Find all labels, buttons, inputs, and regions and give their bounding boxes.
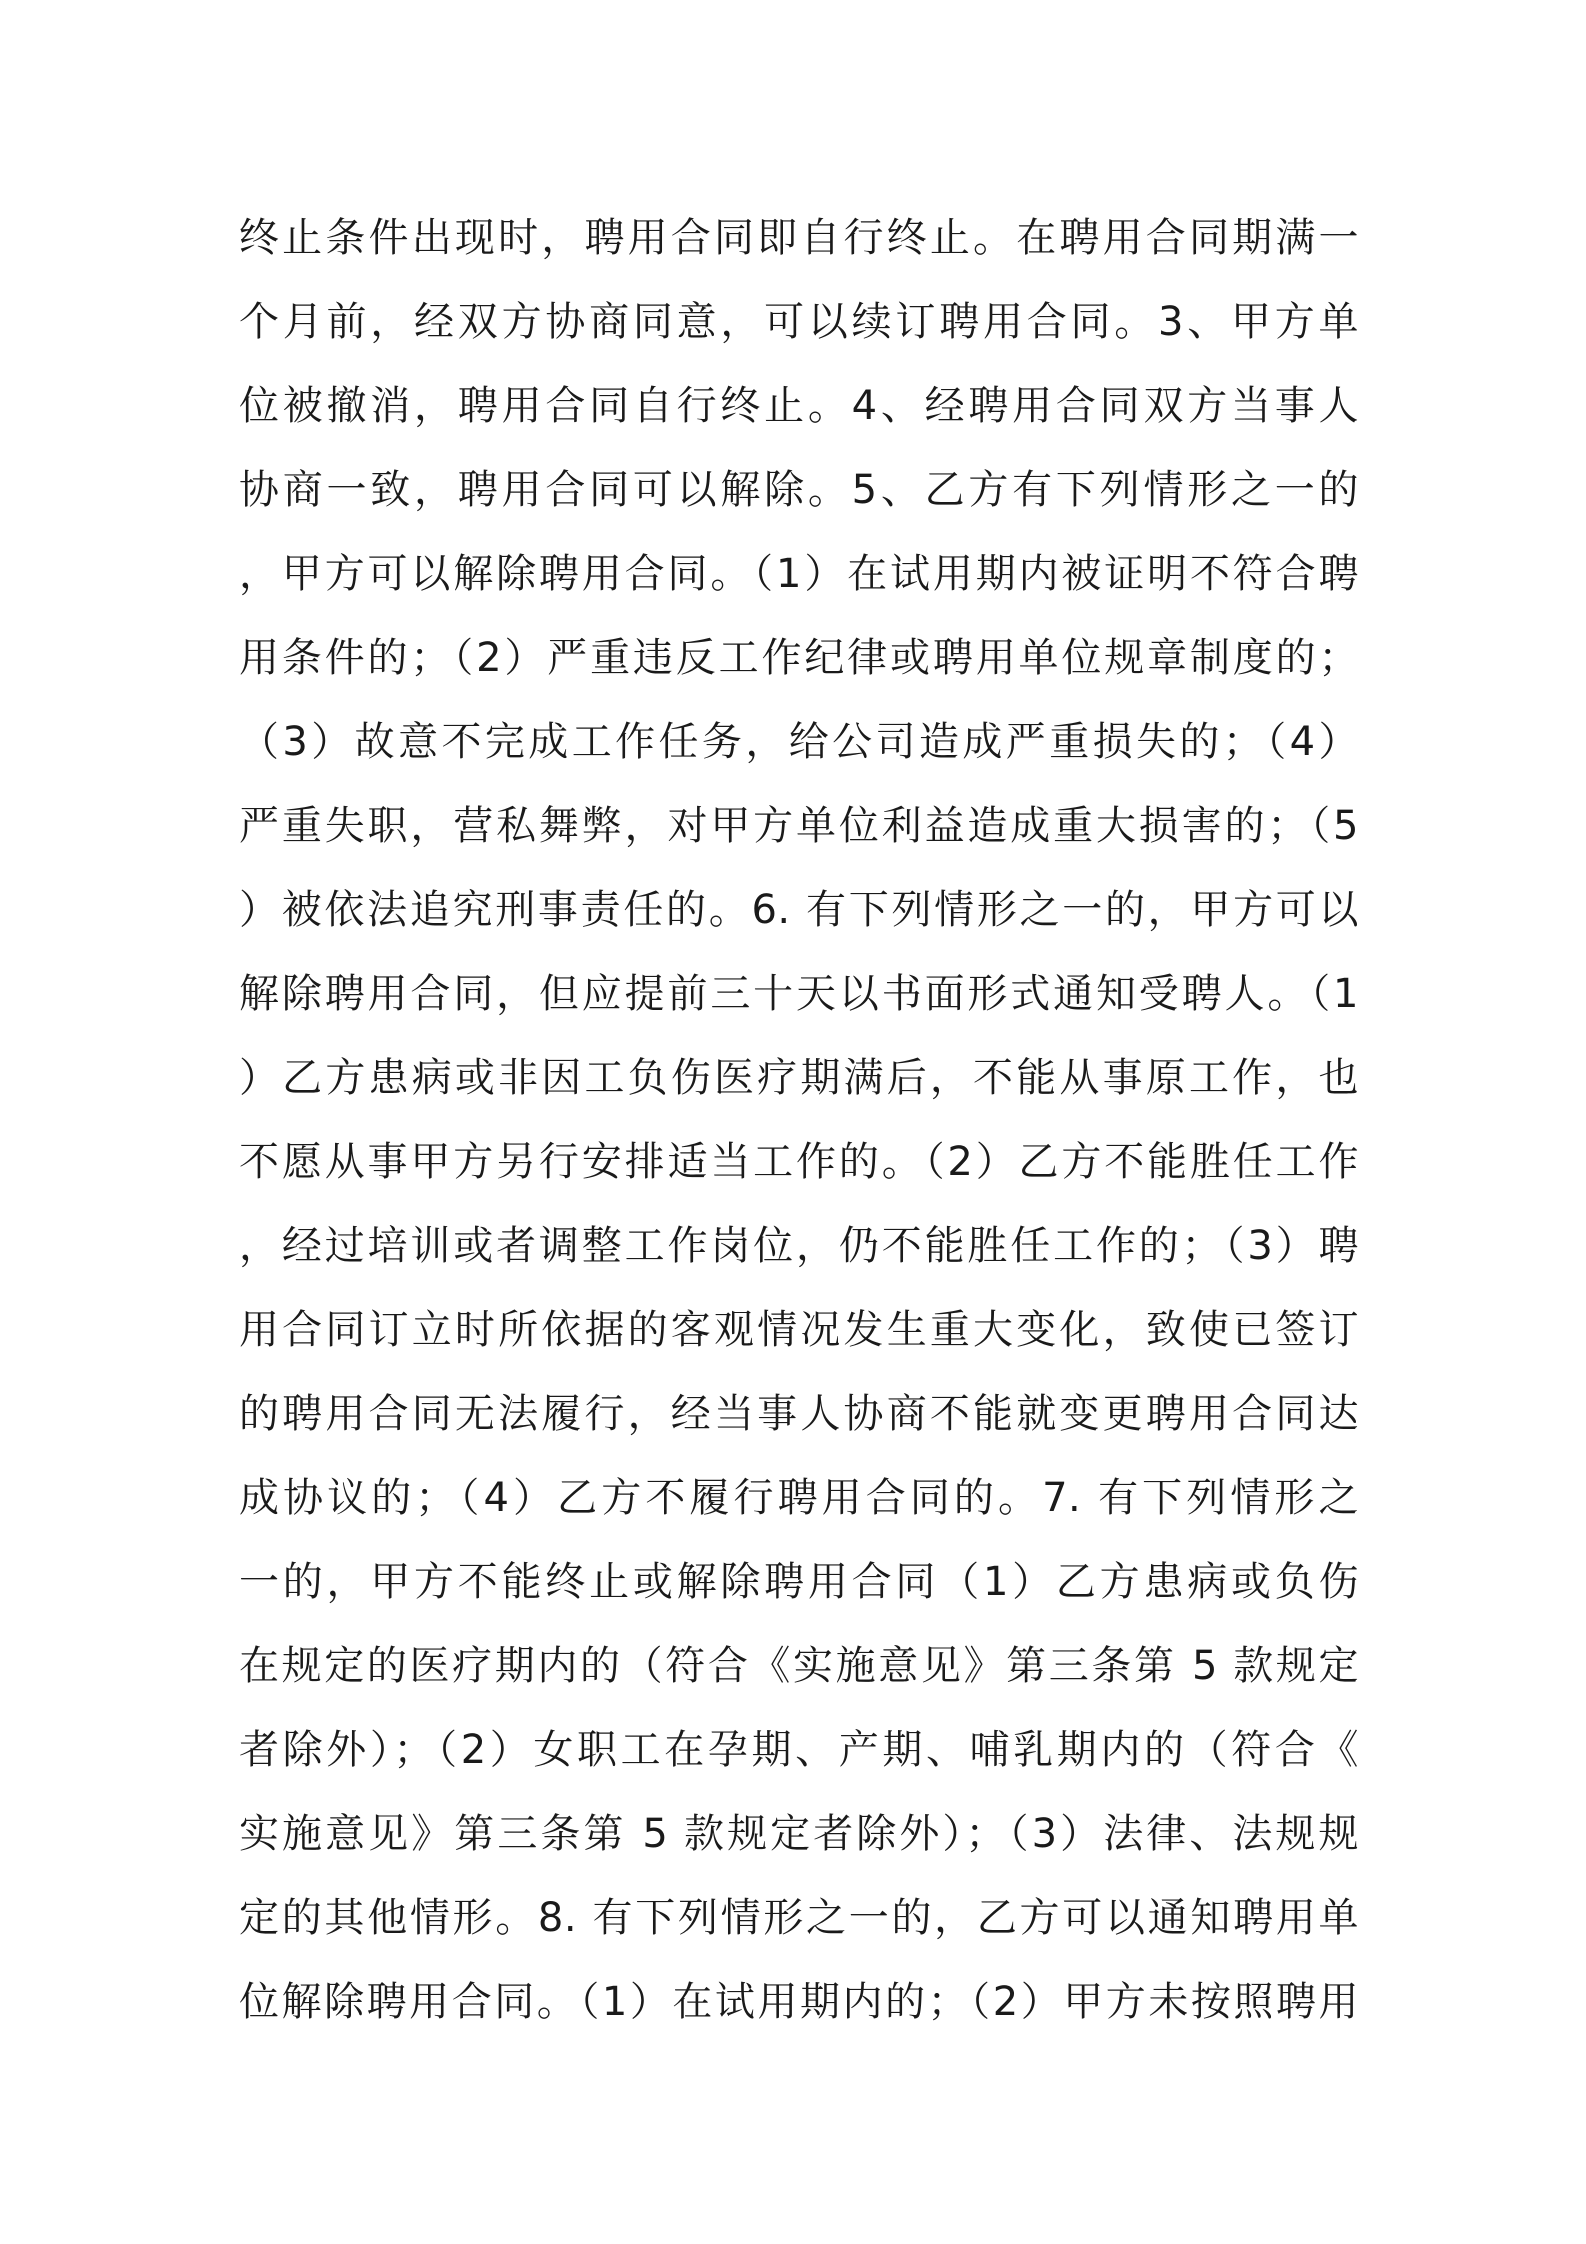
text-line: 不愿从事甲方另行安排适当工作的。（2）乙方不能胜任工作	[239, 1139, 1359, 1185]
text-line: 实施意见》第三条第 5 款规定者除外）；（3）法律、法规规	[239, 1811, 1359, 1857]
text-line: ，甲方可以解除聘用合同。（1）在试用期内被证明不符合聘	[239, 551, 1359, 597]
text-line: 终止条件出现时，聘用合同即自行终止。在聘用合同期满一	[239, 215, 1359, 261]
text-line: 者除外）；（2）女职工在孕期、产期、哺乳期内的（符合《	[239, 1727, 1359, 1773]
text-line: 定的其他情形。8. 有下列情形之一的，乙方可以通知聘用单	[239, 1895, 1359, 1941]
text-line: 用合同订立时所依据的客观情况发生重大变化，致使已签订	[239, 1307, 1359, 1353]
text-line: 在规定的医疗期内的（符合《实施意见》第三条第 5 款规定	[239, 1643, 1359, 1689]
contract-text-block	[239, 196, 1359, 2044]
text-line: 成协议的；（4）乙方不履行聘用合同的。7. 有下列情形之	[239, 1475, 1359, 1521]
text-line: 协商一致，聘用合同可以解除。5、乙方有下列情形之一的	[239, 467, 1359, 513]
text-line: ）乙方患病或非因工负伤医疗期满后，不能从事原工作，也	[239, 1055, 1359, 1101]
text-line: 用条件的；（2）严重违反工作纪律或聘用单位规章制度的；	[239, 635, 1359, 681]
text-line: 位被撤消，聘用合同自行终止。4、经聘用合同双方当事人	[239, 383, 1359, 429]
text-line: 位解除聘用合同。（1）在试用期内的；（2）甲方未按照聘用	[239, 1979, 1359, 2025]
text-line: 个月前，经双方协商同意，可以续订聘用合同。3、甲方单	[239, 299, 1359, 345]
text-line: 的聘用合同无法履行，经当事人协商不能就变更聘用合同达	[239, 1391, 1359, 1437]
text-line: （3）故意不完成工作任务，给公司造成严重损失的；（4）	[239, 719, 1359, 765]
text-line: ，经过培训或者调整工作岗位，仍不能胜任工作的；（3）聘	[239, 1223, 1359, 1269]
text-line: 严重失职，营私舞弊，对甲方单位利益造成重大损害的；（5	[239, 803, 1359, 849]
text-line: 一的，甲方不能终止或解除聘用合同（1）乙方患病或负伤	[239, 1559, 1359, 1605]
text-line: 解除聘用合同，但应提前三十天以书面形式通知受聘人。（1	[239, 971, 1359, 1017]
text-line: ）被依法追究刑事责任的。6. 有下列情形之一的，甲方可以	[239, 887, 1359, 933]
